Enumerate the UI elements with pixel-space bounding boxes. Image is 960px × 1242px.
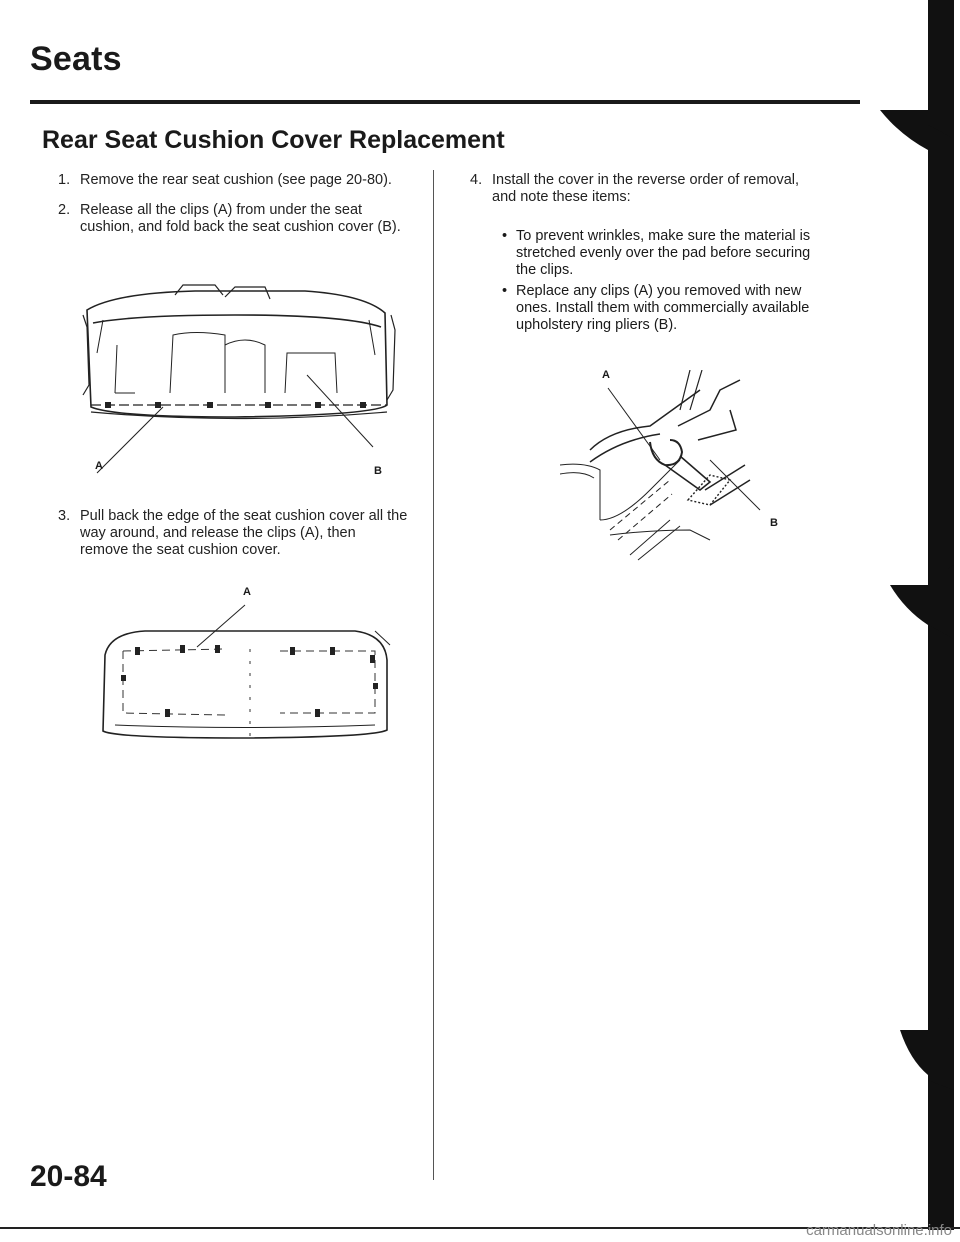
section-title: Seats [30,40,122,78]
install-note: • Replace any clips (A) you removed with new ones. Install them with commercially available upholstery ring pliers (B). [500,283,818,334]
step-2 [58,202,408,242]
step-3 [58,508,408,568]
page-number: 20-84 [30,1160,107,1193]
figure-3-label-a: A [602,369,610,381]
step-text: Install the cover in the reverse order of removal, and note these items: [492,172,800,205]
header-rule [30,100,860,104]
step-number: 4. [470,172,483,188]
step-text: Pull back the edge of the seat cushion cover all the way around, and release the clips (A), then remove the seat cushion cover. [80,508,408,558]
step-number: 1. [58,172,71,188]
figure-1-label-a: A [95,460,103,472]
figure-1-label-b: B [374,465,382,477]
install-note: • To prevent wrinkles, make sure the material is stretched evenly over the pad before securing the clips. [500,228,818,279]
figure-upholstery-ring-pliers [560,370,810,570]
figure-seat-cushion-cover [75,585,405,750]
install-notes-list [500,228,818,338]
column-divider [433,170,434,1180]
step-text: Remove the rear seat cushion (see page 20-80). [80,172,392,188]
figure-2-label-a: A [243,586,251,598]
step-number: 2. [58,202,71,218]
step-text: Release all the clips (A) from under the seat cushion, and fold back the seat cushion cover (B). [80,202,401,235]
figure-seat-cushion-clips-under [75,275,405,490]
subsection-title: Rear Seat Cushion Cover Replacement [42,126,505,154]
step-4 [470,172,830,212]
binding-edge-marks [840,0,960,1230]
footer-watermark: carmanualsonline.info [806,1222,952,1239]
step-number: 3. [58,508,71,524]
figure-3-label-b: B [770,517,778,529]
